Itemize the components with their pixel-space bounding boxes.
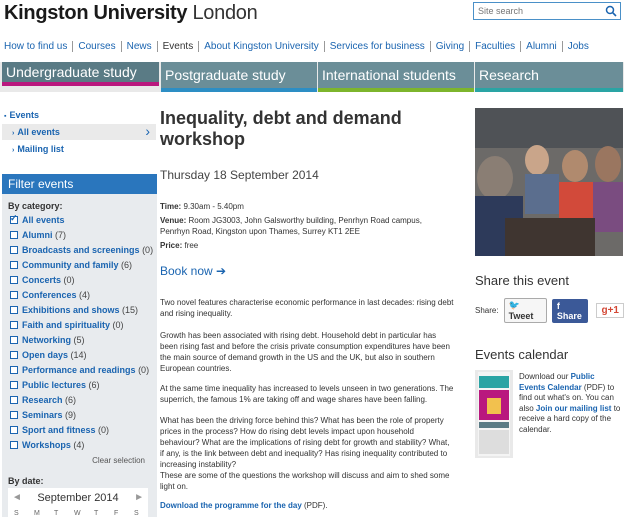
description-paragraph: Two novel features characterise economic performance in last decades: rising debt and rising inequality.: [160, 298, 454, 318]
category-label: Broadcasts and screenings: [22, 245, 140, 255]
checkbox[interactable]: [10, 246, 18, 254]
book-now-link[interactable]: Book now ➔: [160, 264, 227, 278]
logo-suffix: London: [192, 2, 258, 24]
category-all-events[interactable]: [10, 215, 65, 225]
category-count: (4): [79, 290, 91, 300]
checkbox[interactable]: [10, 351, 18, 359]
weekday-label: M: [34, 510, 40, 517]
tab-accent-bar: [2, 82, 159, 86]
bullet-icon: ▪: [4, 113, 7, 120]
tab-international[interactable]: [318, 62, 474, 92]
weekday-label: S: [14, 510, 19, 517]
venue-label: Venue:: [160, 216, 187, 225]
category-seminars[interactable]: [10, 410, 76, 420]
checkbox[interactable]: [10, 261, 18, 269]
nav-divider: [469, 41, 470, 52]
calendar-prev-icon[interactable]: ◄: [12, 492, 22, 503]
category-count: (5): [73, 335, 85, 345]
sidebar-item-label: Events: [9, 110, 39, 120]
category-label: Networking: [22, 335, 72, 345]
category-label: Performance and readings: [22, 365, 136, 375]
sidebar-item-events[interactable]: [4, 110, 39, 120]
checkbox[interactable]: [10, 306, 18, 314]
tab-research[interactable]: [475, 62, 623, 92]
download-suffix: (PDF).: [301, 501, 328, 510]
category-count: (0): [112, 320, 124, 330]
nav-divider: [562, 41, 563, 52]
checkbox[interactable]: [10, 411, 18, 419]
category-label: Conferences: [22, 290, 77, 300]
weekday-label: T: [94, 510, 99, 517]
category-count: (6): [65, 395, 77, 405]
category-count: (7): [55, 230, 67, 240]
category-label: Open days: [22, 350, 69, 360]
description-paragraph: What has been the driving force behind this? What has been the role of property prices in the process? How do rising debt levels impact upon household behaviour? What are the implications of rising debt for growth and stability? What, if any, is the link between debt and inequality? Has rising inequality contributed to increasing instability?: [160, 416, 450, 469]
sidebar-item-mailing-list[interactable]: [12, 144, 64, 154]
nav-courses[interactable]: Courses: [78, 41, 116, 52]
category-count: (14): [70, 350, 87, 360]
tab-label: Postgraduate study: [165, 67, 286, 83]
category-public-lectures[interactable]: [10, 380, 100, 390]
tab-label: Research: [479, 67, 539, 83]
category-count: (0): [138, 365, 150, 375]
category-label: Workshops: [22, 440, 71, 450]
category-count: (0): [142, 245, 154, 255]
checkbox[interactable]: [10, 321, 18, 329]
by-date-label: By date:: [8, 476, 44, 486]
ec-text-3: to receive a hard copy of the calendar.: [519, 403, 621, 434]
category-count: (9): [65, 410, 77, 420]
checkbox[interactable]: [10, 216, 18, 224]
nav-jobs[interactable]: Jobs: [567, 41, 589, 52]
google-plus-button[interactable]: g+1: [596, 303, 624, 318]
search-input[interactable]: [474, 3, 602, 19]
top-navigation: [4, 41, 589, 52]
ec-text-1: Download our: [519, 372, 571, 381]
nav-how-to-find-us[interactable]: How to find us: [4, 41, 68, 52]
tab-undergraduate[interactable]: [2, 62, 159, 86]
bullet-icon: ›: [12, 147, 15, 154]
fb-label: Share: [556, 310, 582, 321]
nav-divider: [198, 41, 199, 52]
sidebar-item-label: All events: [17, 127, 60, 137]
price-label: Price:: [160, 241, 183, 250]
checkbox[interactable]: [10, 426, 18, 434]
category-workshops[interactable]: [10, 440, 84, 450]
category-label: Faith and spirituality: [22, 320, 111, 330]
checkbox[interactable]: [10, 336, 18, 344]
category-count: (15): [122, 305, 139, 315]
category-networking[interactable]: [10, 335, 85, 345]
checkbox[interactable]: [10, 366, 18, 374]
calendar-next-icon[interactable]: ►: [134, 492, 144, 503]
download-programme-link[interactable]: Download the programme for the day: [160, 501, 302, 510]
tab-label: International students: [322, 67, 456, 83]
category-faith[interactable]: [10, 320, 124, 330]
category-broadcasts[interactable]: [10, 245, 153, 255]
category-count: (4): [73, 440, 85, 450]
bullet-icon: ›: [12, 130, 15, 137]
price-value: free: [184, 241, 199, 250]
checkbox[interactable]: [10, 381, 18, 389]
description-paragraph: These are some of the questions the workshop will discuss and aim to shed some light on.: [160, 471, 450, 491]
checkbox[interactable]: [10, 231, 18, 239]
category-label: Exhibitions and shows: [22, 305, 120, 315]
events-calendar-heading: Events calendar: [475, 347, 569, 362]
category-label: Alumni: [22, 230, 53, 240]
category-label: Sport and fitness: [22, 425, 96, 435]
nav-divider: [121, 41, 122, 52]
date-calendar: [8, 488, 148, 517]
category-open-days[interactable]: [10, 350, 87, 360]
tweet-label: Tweet: [508, 311, 534, 321]
category-conferences[interactable]: [10, 290, 90, 300]
event-photo: [475, 108, 623, 256]
description-paragraph: At the same time inequality has increased to levels unseen in two generations. The superrich, the famous 1% are taking off and wage shares have been falling.: [160, 384, 454, 404]
logo-brand: Kingston University: [4, 2, 188, 24]
tab-postgraduate[interactable]: [161, 62, 317, 92]
nav-news[interactable]: News: [126, 41, 152, 52]
facebook-share-button[interactable]: [552, 299, 589, 323]
nav-giving[interactable]: Giving: [435, 41, 465, 52]
checkbox[interactable]: [10, 276, 18, 284]
nav-divider: [324, 41, 325, 52]
twitter-icon: 🐦: [508, 300, 520, 310]
sidebar-item-label: Mailing list: [17, 144, 64, 154]
category-count: (6): [88, 380, 100, 390]
section-tabs: [0, 62, 624, 92]
tab-accent-bar: [161, 88, 317, 92]
category-exhibitions[interactable]: [10, 305, 138, 315]
nav-divider: [430, 41, 431, 52]
category-label: Public lectures: [22, 380, 87, 390]
category-alumni[interactable]: [10, 230, 66, 240]
tab-accent-bar: [318, 88, 474, 92]
nav-events[interactable]: Events: [162, 41, 194, 52]
brochure-cover: [475, 370, 513, 458]
weekday-label: T: [54, 510, 59, 517]
audience-image: [475, 108, 623, 256]
checkbox[interactable]: [10, 441, 18, 449]
nav-divider: [520, 41, 521, 52]
nav-faculties[interactable]: Faculties: [475, 41, 516, 52]
nav-about[interactable]: About Kingston University: [204, 41, 319, 52]
share-bar: [475, 298, 624, 323]
checkbox[interactable]: [10, 291, 18, 299]
search-icon[interactable]: [605, 5, 617, 17]
category-label: Seminars: [22, 410, 63, 420]
nav-divider: [72, 41, 73, 52]
weekday-label: W: [74, 510, 81, 517]
calendar-month: September 2014: [37, 492, 119, 504]
checkbox[interactable]: [10, 396, 18, 404]
mailing-list-link[interactable]: Join our mailing list: [535, 403, 612, 413]
event-date: Thursday 18 September 2014: [160, 168, 319, 182]
filter-events-panel: [2, 194, 157, 517]
weekday-label: F: [114, 510, 119, 517]
tab-label: Undergraduate study: [6, 64, 137, 80]
venue-value: Room JG3003, John Galsworthy building, Penrhyn Road campus, Penrhyn Road, Kingston upon Thames, Surrey KT1 2EE: [160, 216, 422, 236]
event-venue: [160, 215, 450, 237]
nav-services-for-business[interactable]: Services for business: [329, 41, 425, 52]
category-sport[interactable]: [10, 425, 109, 435]
category-label: Community and family: [22, 260, 119, 270]
weekday-label: S: [134, 510, 139, 517]
nav-divider: [157, 41, 158, 52]
category-label: All events: [22, 215, 65, 225]
category-count: (6): [121, 260, 133, 270]
sidebar-item-all-events[interactable]: [2, 124, 156, 140]
time-value: 9.30am - 5.40pm: [183, 202, 244, 211]
time-label: Time:: [160, 202, 182, 211]
download-programme: [160, 501, 328, 510]
event-main-content: [160, 108, 455, 510]
share-heading: Share this event: [475, 273, 569, 288]
category-count: (0): [63, 275, 75, 285]
chevron-right-icon: ›: [145, 123, 150, 139]
facebook-icon: f: [556, 300, 560, 311]
ec-text-2: (PDF) to find out what's on. You can also: [519, 382, 615, 413]
site-logo[interactable]: [4, 2, 257, 25]
by-category-label: By category:: [8, 201, 63, 211]
public-events-calendar-link[interactable]: Public Events Calendar: [519, 372, 595, 392]
calendar-brochure-image[interactable]: [475, 370, 513, 458]
category-count: (0): [98, 425, 110, 435]
category-performance[interactable]: [10, 365, 149, 375]
category-concerts[interactable]: [10, 275, 75, 285]
category-label: Research: [22, 395, 63, 405]
share-label: Share:: [475, 306, 499, 315]
page-title: Inequality, debt and demand workshop: [160, 108, 402, 149]
event-price: [160, 240, 198, 251]
events-calendar-text: [519, 372, 622, 435]
category-research[interactable]: [10, 395, 76, 405]
nav-alumni[interactable]: Alumni: [526, 41, 557, 52]
description-paragraph: Growth has been associated with rising debt. Household debt in particular has been rising fast and before the crisis private consumption expenditures have been the main source of demand growth in the US and the UK, but also in southern European countries.: [160, 331, 450, 373]
site-search: [473, 2, 621, 20]
category-label: Concerts: [22, 275, 62, 285]
clear-selection-link[interactable]: Clear selection: [92, 456, 145, 465]
tab-accent-bar: [475, 88, 623, 92]
category-community[interactable]: [10, 260, 132, 270]
event-time: [160, 201, 244, 212]
filter-events-heading: Filter events: [2, 174, 157, 194]
tweet-button[interactable]: [504, 298, 547, 323]
